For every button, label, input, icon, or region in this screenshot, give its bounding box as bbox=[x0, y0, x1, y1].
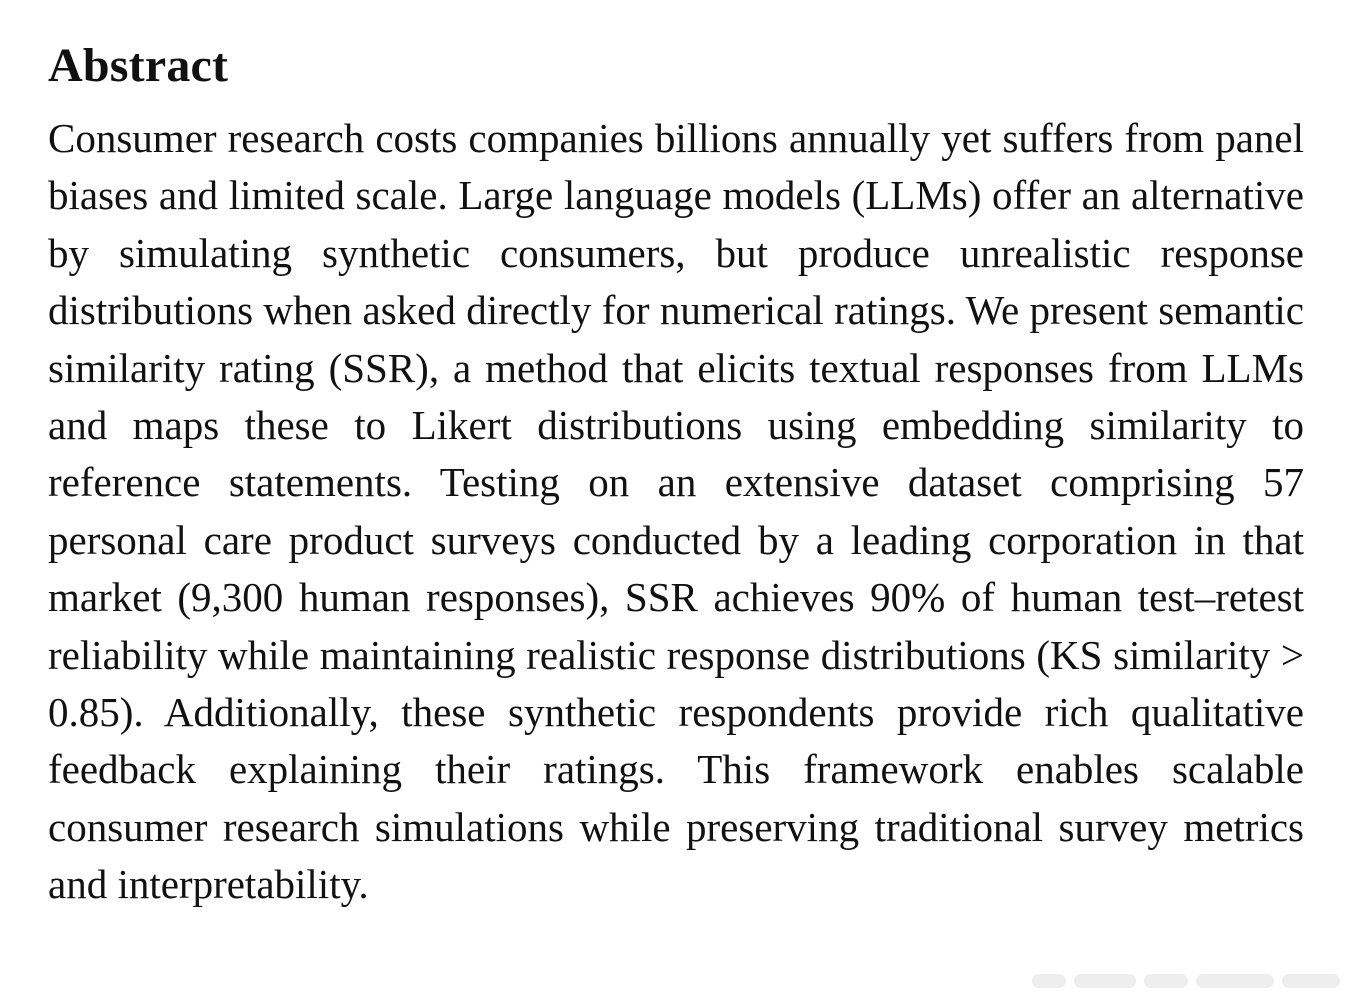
watermark-mark bbox=[1282, 974, 1340, 988]
faint-watermark bbox=[1032, 968, 1350, 994]
watermark-mark bbox=[1196, 974, 1274, 988]
watermark-mark bbox=[1144, 974, 1188, 988]
abstract-text: Consumer research costs companies billions annually yet suffers from panel biases and limited scale. Large language models (LLMs) offer an alternative by simulating synthetic consumers, but produce unrealistic response distributions when asked directly for numerical ratings. We present semantic similarity rating (SSR), a method that elicits textual responses from LLMs and maps these to Likert distributions using embedding similarity to reference statements. Testing on an extensive dataset comprising 57 personal care product surveys conducted by a leading corporation in that market (9,300 human responses), SSR achieves 90% of human test–retest reliability while maintaining realistic response distributions (KS similarity > 0.85). Additionally, these synthetic respondents provide rich qualitative feedback explaining their ratings. This framework enables scalable consumer research simulations while preserving traditional survey metrics and interpretability. bbox=[48, 115, 1304, 908]
watermark-mark bbox=[1074, 974, 1136, 988]
abstract-heading: Abstract bbox=[48, 39, 229, 92]
watermark-mark bbox=[1032, 974, 1066, 988]
abstract-section bbox=[48, 34, 1304, 914]
